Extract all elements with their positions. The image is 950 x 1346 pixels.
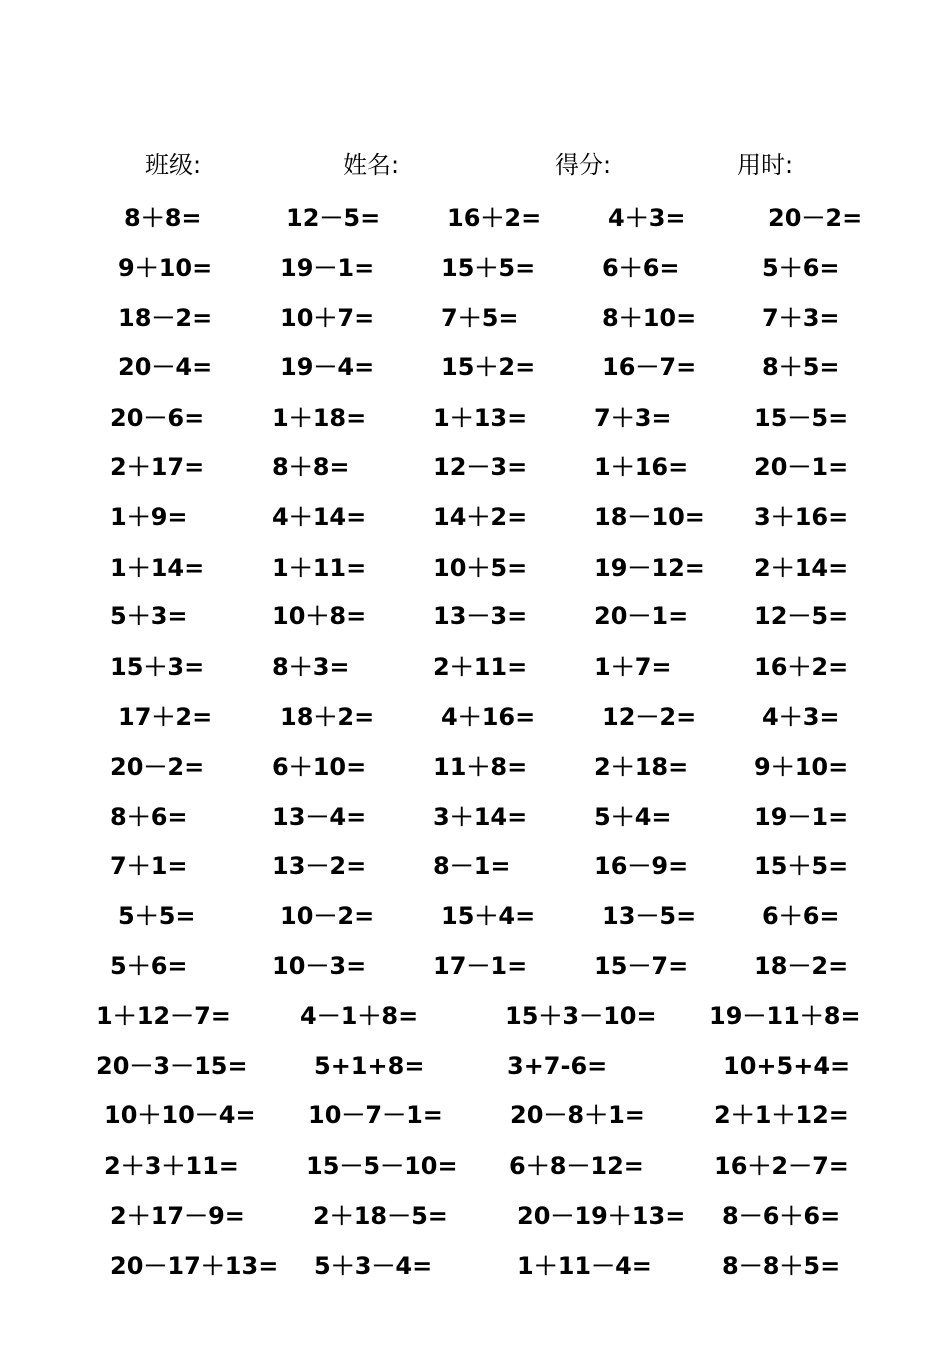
problem-cell: 1＋11= <box>272 554 367 582</box>
score-label: 得分: <box>555 151 612 179</box>
problem-cell: 20－4= <box>118 353 213 381</box>
problem-cell: 17－1= <box>433 952 528 980</box>
problem-cell: 5＋5= <box>118 902 196 930</box>
problem-row <box>0 596 950 636</box>
problem-cell: 18＋2= <box>280 703 375 731</box>
problem-cell: 7＋3= <box>594 404 672 432</box>
problem-cell: 15＋3－10= <box>505 1002 657 1030</box>
problem-row <box>0 347 950 387</box>
problem-cell: 20－3－15= <box>96 1052 248 1080</box>
problem-cell: 16＋2= <box>754 653 849 681</box>
problem-cell: 15＋4= <box>441 902 536 930</box>
problem-cell: 10+5+4= <box>723 1052 851 1080</box>
problem-cell: 7＋1= <box>110 852 188 880</box>
problem-cell: 10＋8= <box>272 602 367 630</box>
problem-cell: 7＋5= <box>441 304 519 332</box>
problem-cell: 13－4= <box>272 803 367 831</box>
problem-cell: 13－3= <box>433 602 528 630</box>
problem-cell: 6＋6= <box>602 254 680 282</box>
problem-cell: 5＋6= <box>110 952 188 980</box>
problem-cell: 9＋10= <box>118 254 213 282</box>
problem-cell: 2＋3＋11= <box>104 1152 239 1180</box>
problem-row <box>0 248 950 288</box>
problem-cell: 15＋5= <box>441 254 536 282</box>
problem-cell: 17＋2= <box>118 703 213 731</box>
problem-row <box>0 398 950 438</box>
problem-cell: 19－1= <box>754 803 849 831</box>
problem-row <box>0 298 950 338</box>
problem-cell: 12－5= <box>286 204 381 232</box>
problem-cell: 15＋5= <box>754 852 849 880</box>
problem-row <box>0 497 950 537</box>
problem-cell: 16－9= <box>594 852 689 880</box>
problem-cell: 20－2= <box>110 753 205 781</box>
problem-cell: 15＋3= <box>110 653 205 681</box>
problem-cell: 15－5－10= <box>306 1152 458 1180</box>
problem-cell: 12－5= <box>754 602 849 630</box>
problem-row <box>0 747 950 787</box>
problem-cell: 1＋11－4= <box>517 1252 652 1280</box>
problem-cell: 1＋13= <box>433 404 528 432</box>
problem-cell: 3＋16= <box>754 503 849 531</box>
problem-row <box>0 697 950 737</box>
problem-cell: 10－3= <box>272 952 367 980</box>
name-label: 姓名: <box>343 151 400 179</box>
problem-row <box>0 447 950 487</box>
problem-cell: 19－11＋8= <box>709 1002 861 1030</box>
problem-row <box>0 1246 950 1286</box>
problem-cell: 20－17＋13= <box>110 1252 279 1280</box>
problem-row <box>0 548 950 588</box>
problem-cell: 20－6= <box>110 404 205 432</box>
problem-cell: 16＋2= <box>447 204 542 232</box>
problem-row <box>0 1046 950 1086</box>
problem-row <box>0 647 950 687</box>
problem-cell: 6＋6= <box>762 902 840 930</box>
problem-row <box>0 1095 950 1135</box>
problem-cell: 5＋3= <box>110 602 188 630</box>
problem-row <box>0 1146 950 1186</box>
problem-row <box>0 797 950 837</box>
problem-cell: 3+7-6= <box>507 1052 608 1080</box>
problem-cell: 10＋5= <box>433 554 528 582</box>
problem-row <box>0 198 950 238</box>
problem-cell: 8＋6= <box>110 803 188 831</box>
problem-cell: 3＋14= <box>433 803 528 831</box>
problem-cell: 6＋10= <box>272 753 367 781</box>
problem-cell: 4＋3= <box>762 703 840 731</box>
problem-row <box>0 1196 950 1236</box>
problem-cell: 1＋12－7= <box>96 1002 231 1030</box>
problem-cell: 13－5= <box>602 902 697 930</box>
problem-cell: 1＋14= <box>110 554 205 582</box>
problem-cell: 20－8＋1= <box>510 1101 645 1129</box>
problem-cell: 11＋8= <box>433 753 528 781</box>
problem-cell: 1＋18= <box>272 404 367 432</box>
problem-row <box>0 946 950 986</box>
problem-cell: 8－6＋6= <box>722 1202 841 1230</box>
class-label: 班级: <box>145 151 202 179</box>
problem-cell: 10＋7= <box>280 304 375 332</box>
problem-cell: 2＋18= <box>594 753 689 781</box>
problem-cell: 8＋10= <box>602 304 697 332</box>
problem-cell: 1＋7= <box>594 653 672 681</box>
problem-cell: 12－3= <box>433 453 528 481</box>
problem-cell: 16＋2－7= <box>714 1152 849 1180</box>
problem-cell: 20－19＋13= <box>517 1202 686 1230</box>
problem-cell: 7＋3= <box>762 304 840 332</box>
problem-cell: 10－2= <box>280 902 375 930</box>
problem-row <box>0 996 950 1036</box>
problem-cell: 14＋2= <box>433 503 528 531</box>
problem-cell: 12－2= <box>602 703 697 731</box>
problem-cell: 19－4= <box>280 353 375 381</box>
problem-cell: 4＋3= <box>608 204 686 232</box>
problem-cell: 15－5= <box>754 404 849 432</box>
problem-cell: 10－7－1= <box>308 1101 443 1129</box>
problem-cell: 19－12= <box>594 554 705 582</box>
problem-cell: 2＋18－5= <box>313 1202 448 1230</box>
problem-cell: 15－7= <box>594 952 689 980</box>
problem-cell: 8＋8= <box>124 204 202 232</box>
problem-cell: 2＋17= <box>110 453 205 481</box>
problem-cell: 1＋16= <box>594 453 689 481</box>
problem-cell: 9＋10= <box>754 753 849 781</box>
problem-cell: 8＋5= <box>762 353 840 381</box>
problem-cell: 2＋11= <box>433 653 528 681</box>
problem-cell: 6＋8－12= <box>509 1152 644 1180</box>
problem-row <box>0 896 950 936</box>
problem-cell: 2＋17－9= <box>110 1202 245 1230</box>
problem-cell: 4－1＋8= <box>300 1002 419 1030</box>
problem-cell: 18－2= <box>118 304 213 332</box>
problem-cell: 5+1+8= <box>314 1052 425 1080</box>
problem-cell: 4＋14= <box>272 503 367 531</box>
problem-row <box>0 846 950 886</box>
problem-cell: 18－10= <box>594 503 705 531</box>
problem-cell: 5＋6= <box>762 254 840 282</box>
problem-cell: 5＋4= <box>594 803 672 831</box>
problem-cell: 8－8＋5= <box>722 1252 841 1280</box>
problem-cell: 20－1= <box>594 602 689 630</box>
problem-cell: 2＋14= <box>754 554 849 582</box>
problem-cell: 20－1= <box>754 453 849 481</box>
problem-cell: 8－1= <box>433 852 511 880</box>
problem-cell: 13－2= <box>272 852 367 880</box>
problem-cell: 8＋3= <box>272 653 350 681</box>
problem-cell: 4＋16= <box>441 703 536 731</box>
problem-cell: 8＋8= <box>272 453 350 481</box>
problem-cell: 15＋2= <box>441 353 536 381</box>
problem-cell: 5＋3－4= <box>314 1252 433 1280</box>
problem-cell: 16－7= <box>602 353 697 381</box>
problem-cell: 2＋1＋12= <box>714 1101 849 1129</box>
problem-cell: 1＋9= <box>110 503 188 531</box>
problem-cell: 10＋10－4= <box>104 1101 256 1129</box>
problem-cell: 19－1= <box>280 254 375 282</box>
problem-cell: 20－2= <box>768 204 863 232</box>
problem-cell: 18－2= <box>754 952 849 980</box>
time-label: 用时: <box>737 151 794 179</box>
